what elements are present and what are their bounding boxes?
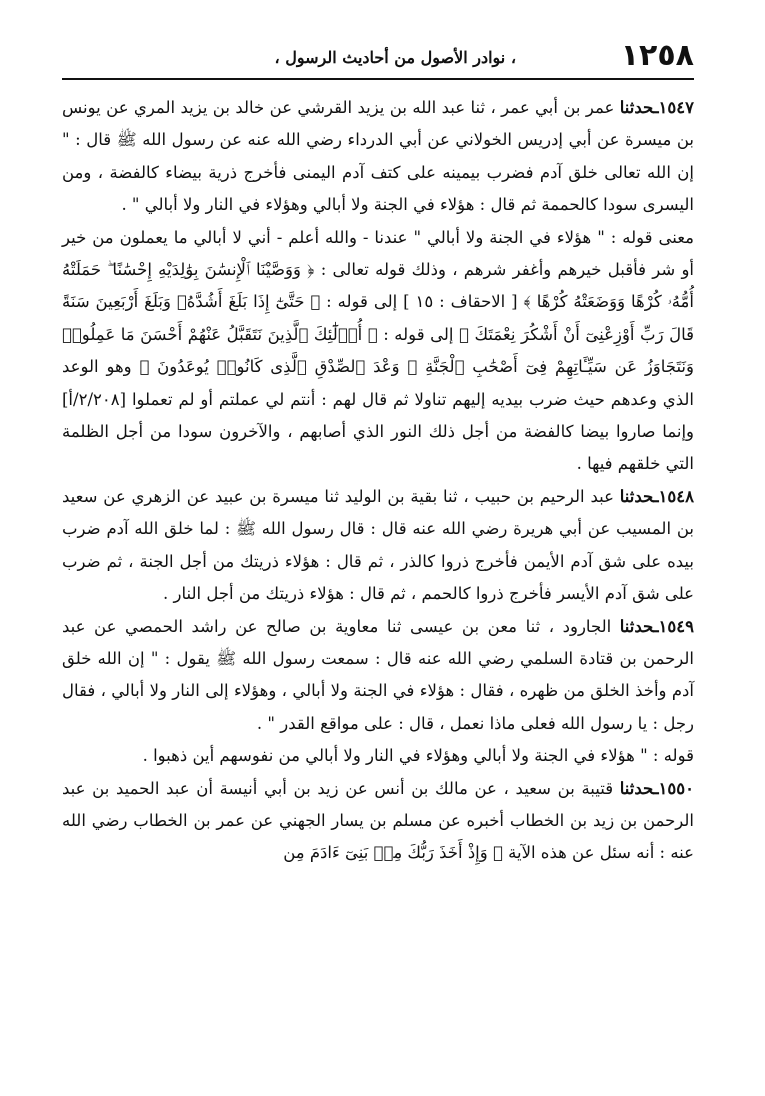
commentary-paragraph <box>62 222 694 481</box>
narration-keyword: حدثنا <box>619 778 654 798</box>
hadith-number: ١٥٥٠ـ <box>653 778 694 798</box>
hadith-1547 <box>62 92 694 222</box>
page-header <box>62 36 694 80</box>
hadith-number: ١٥٤٧ـ <box>653 98 694 117</box>
hadith-1549 <box>62 611 694 741</box>
hadith-text: عمر بن أبي عمر ، ثنا عبد الله بن يزيد القرشي عن خالد بن يزيد المري عن يونس بن ميسرة عن أبي إدريس الخولاني عن أبي الدرداء رضي الله عنه عن رسول الله ﷺ قال : " إن الله تعالى خلق آدم فضرب بيمينه على كتف آدم اليمنى فأخرج ذرية بيضاء كالفضة ، ومن اليسرى سودا كالحممة ثم قال : هؤلاء في الجنة ولا أبالي وهؤلاء في النار ولا أبالي " . <box>62 98 694 215</box>
header-rule <box>62 78 694 80</box>
running-title: ، نوادر الأصول من أحاديث الرسول ، <box>274 48 516 67</box>
narration-keyword: حدثنا <box>619 616 654 636</box>
narration-keyword: حدثنا <box>619 486 654 506</box>
hadith-1548 <box>62 481 694 611</box>
hadith-text: قتيبة بن سعيد ، عن مالك بن أنس عن زيد بن أبي أنيسة أن عبد الحميد بن عبد الرحمن بن زيد بن الخطاب أخبره عن مسلم بن يسار الجهني عن عمر بن الخطاب رضي الله عنه : أنه سئل عن هذه الآية ﴿ وَإِذْ أَخَذَ رَبُّكَ مِنۢ بَنِىٓ ءَادَمَ مِن <box>62 778 694 863</box>
hadith-number: ١٥٤٨ـ <box>653 486 694 506</box>
hadith-text: الجارود ، ثنا معن بن عيسى ثنا معاوية بن صالح عن راشد الحمصي عن عبد الرحمن بن قتادة السلمي رضي الله عنه قال : سمعت رسول الله ﷺ يقول : " إن الله خلق آدم وأخذ الخلق من ظهره ، فقال : هؤلاء في الجنة ولا أبالي ، وهؤلاء إلى النار ولا أبالي ، فقال رجل : يا رسول الله فعلى ماذا نعمل ، قال : على مواقع القدر " . <box>62 616 694 733</box>
hadith-1550 <box>62 773 694 870</box>
hadith-number: ١٥٤٩ـ <box>653 616 694 636</box>
page-number: ١٢٥٨ <box>620 38 694 73</box>
page-content <box>62 92 694 1082</box>
hadith-text: عبد الرحيم بن حبيب ، ثنا بقية بن الوليد ثنا ميسرة بن عبيد عن الزهري عن سعيد بن المسيب عن أبي هريرة رضي الله عنه قال : قال رسول الله ﷺ : لما خلق الله آدم ضرب بيده على شق آدم الأيمن فأخرج ذروا كالذر ، ثم قال : هؤلاء ذريتك من أجل الجنة ، ثم ضرب على شق آدم الأيسر فأخرج ذروا كالحمم ، ثم قال : هؤلاء ذريتك من أجل النار . <box>62 486 694 604</box>
commentary-text: معنى قوله : " هؤلاء في الجنة ولا أبالي " عندنا - والله أعلم - أني لا أبالي ما يعملون من خير أو شر فأقبل خيرهم وأغفر شرهم ، وذلك قوله تعالى : ﴿ وَوَصَّيْنَا ٱلْإِنسَٰنَ بِوَٰلِدَيْهِ إِحْسَٰنًا ۖ حَمَلَتْهُ أُمُّهُۥ كُرْهًا وَوَضَعَتْهُ كُرْهًا ﴾ [ الاحقاف : ١٥ ] إلى قوله : ﴿ حَتَّىٰٓ إِذَا بَلَغَ أَشُدَّهُۥ وَبَلَغَ أَرْبَعِينَ سَنَةً قَالَ رَبِّ أَوْزِعْنِىٓ أَنْ أَشْكُرَ نِعْمَتَكَ ﴾ إلى قوله : ﴿ أُو۟لَٰٓئِكَ ٱلَّذِينَ نَتَقَبَّلُ عَنْهُمْ أَحْسَنَ مَا عَمِلُوا۟ وَنَتَجَاوَزُ عَن سَيِّـَٔاتِهِمْ فِىٓ أَصْحَٰبِ ٱلْجَنَّةِ ۖ وَعْدَ ٱلصِّدْقِ ٱلَّذِى كَانُوا۟ يُوعَدُونَ ﴾ وهو الوعد الذي وعدهم حيث ضرب بيديه إليهم تناولا ثم قال لهم : أنتم لي عملتم أو لم تعملوا [٢/٢٠٨/أ] وإنما صاروا بيضا كالفضة من أجل ذلك النور الذي أصابهم ، والآخرون سودا من أجل الظلمة التي خلقهم فيها . <box>62 227 694 474</box>
narration-keyword: حدثنا <box>619 98 654 117</box>
commentary-paragraph <box>62 740 694 772</box>
commentary-text: قوله : " هؤلاء في الجنة ولا أبالي وهؤلاء في النار ولا أبالي من نفوسهم أين ذهبوا . <box>142 746 694 766</box>
